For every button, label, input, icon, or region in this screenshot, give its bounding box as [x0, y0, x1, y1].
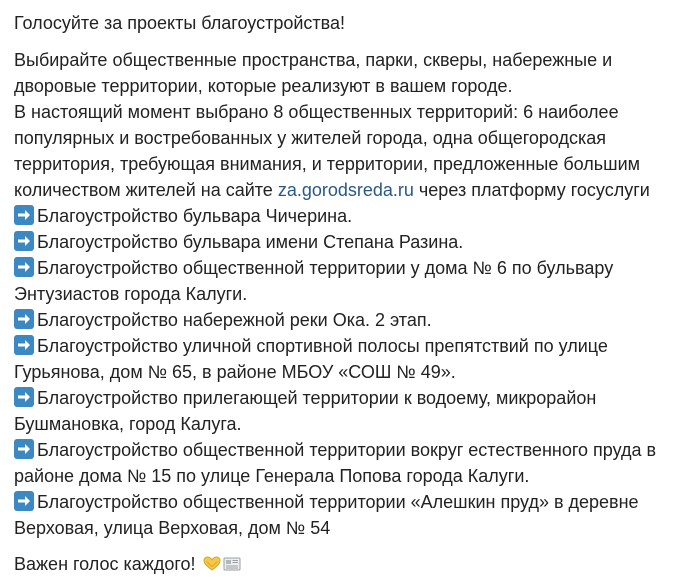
post-body — [14, 10, 686, 577]
site-link[interactable]: za.gorodsreda.ru — [277, 180, 414, 200]
project-line-continued: Энтузиастов города Калуги. — [14, 284, 248, 304]
right-arrow-icon — [14, 309, 34, 329]
project-item — [14, 489, 686, 541]
heart-hands-icon — [203, 555, 221, 573]
project-text: Благоустройство прилегающей территории к водоему, микрорайон — [37, 388, 597, 408]
project-line — [14, 489, 686, 515]
project-text: Благоустройство общественной территории вокруг естественного пруда в — [37, 440, 657, 460]
project-item — [14, 437, 686, 489]
post-heading: Голосуйте за проекты благоустройства! — [14, 13, 346, 33]
post-intro — [14, 47, 686, 203]
intro-line: В настоящий момент выбрано 8 общественных территорий: 6 наиболее — [14, 102, 619, 122]
project-line — [14, 203, 686, 229]
project-item — [14, 229, 686, 255]
intro-line: территория, требующая внимания, и территории, предложенные большим — [14, 154, 641, 174]
project-text: Благоустройство бульвара Чичерина. — [37, 206, 353, 226]
intro-line-with-link — [14, 177, 686, 203]
intro-line: Выбирайте общественные пространства, парки, скверы, набережные и — [14, 50, 613, 70]
intro-line: популярных и востребованных у жителей города, одна общегородская — [14, 128, 607, 148]
project-text: Благоустройство бульвара имени Степана Разина. — [37, 232, 464, 252]
right-arrow-icon — [14, 439, 34, 459]
project-item — [14, 307, 686, 333]
project-item — [14, 385, 686, 437]
project-list — [14, 203, 686, 541]
project-line — [14, 437, 686, 463]
closing-text: Важен голос каждого! — [14, 554, 196, 574]
project-line-continued: Верховая, улица Верховая, дом № 54 — [14, 518, 331, 538]
intro-text: количеством жителей на сайте — [14, 180, 278, 200]
project-text: Благоустройство уличной спортивной полосы препятствий по улице — [37, 336, 608, 356]
post-closing — [14, 551, 686, 577]
intro-line: дворовые территории, которые реализуют в вашем городе. — [14, 76, 513, 96]
project-line — [14, 333, 686, 359]
right-arrow-icon — [14, 491, 34, 511]
right-arrow-icon — [14, 205, 34, 225]
project-line — [14, 307, 686, 333]
project-item — [14, 255, 686, 307]
right-arrow-icon — [14, 387, 34, 407]
project-line — [14, 229, 686, 255]
right-arrow-icon — [14, 231, 34, 251]
project-text: Благоустройство общественной территории «Алешкин пруд» в деревне — [37, 492, 639, 512]
project-line — [14, 385, 686, 411]
newspaper-icon — [223, 555, 241, 573]
right-arrow-icon — [14, 257, 34, 277]
project-item — [14, 203, 686, 229]
project-line-continued: Бушмановка, город Калуга. — [14, 414, 242, 434]
project-line-continued: Гурьянова, дом № 65, в районе МБОУ «СОШ № 49». — [14, 362, 456, 382]
project-item — [14, 333, 686, 385]
intro-text: через платформу госуслуги — [413, 180, 650, 200]
project-line — [14, 255, 686, 281]
project-text: Благоустройство набережной реки Ока. 2 этап. — [37, 310, 432, 330]
project-text: Благоустройство общественной территории у дома № 6 по бульвару — [37, 258, 614, 278]
project-line-continued: районе дома № 15 по улице Генерала Попова города Калуги. — [14, 466, 530, 486]
right-arrow-icon — [14, 335, 34, 355]
